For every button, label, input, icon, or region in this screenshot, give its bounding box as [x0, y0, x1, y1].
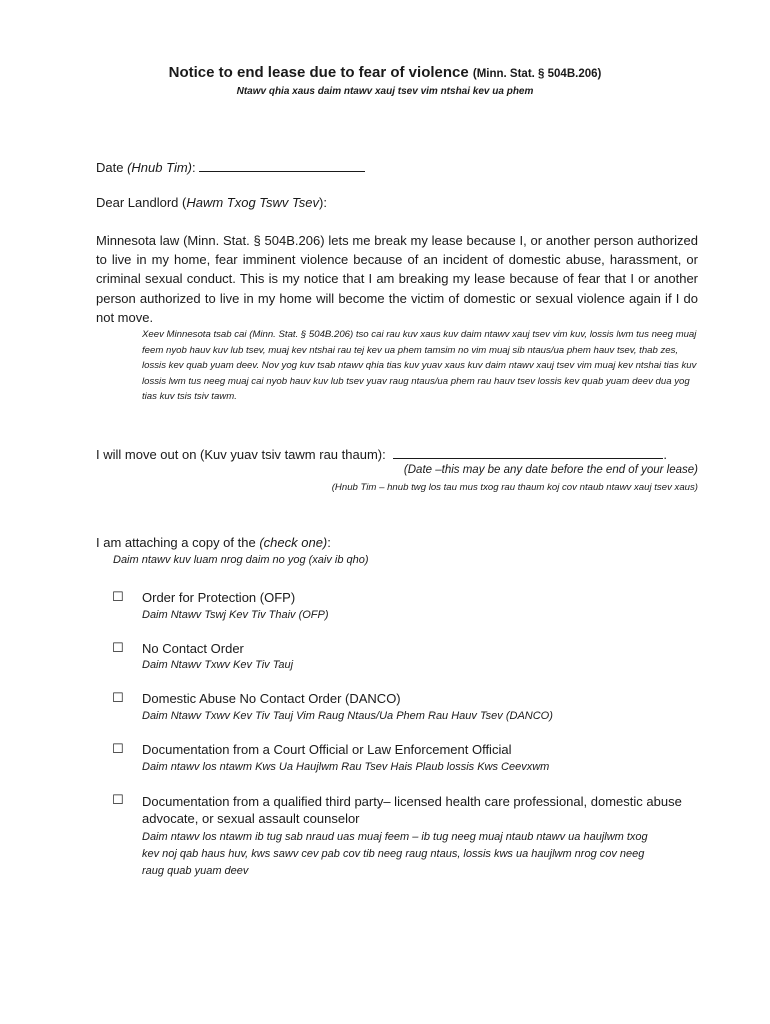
- salutation-suffix: ):: [319, 195, 327, 210]
- title-statute: (Minn. Stat. § 504B.206): [472, 68, 602, 80]
- option-danco-label: Domestic Abuse No Contact Order (DANCO): [142, 691, 401, 706]
- attach-colon: :: [327, 535, 331, 550]
- option-danco-hmong: Daim Ntawv Txwv Kev Tiv Tauj Vim Raug Ntaus/Ua Phem Rau Hauv Tsev (DANCO): [142, 710, 553, 722]
- move-out-note-en: (Date –this may be any date before the end of your lease): [403, 464, 698, 476]
- date-row: [96, 157, 365, 175]
- attach-label: [96, 535, 331, 550]
- checkbox-no-contact-order[interactable]: ☐: [112, 640, 124, 655]
- title-text: Notice to end lease due to fear of violence: [168, 64, 469, 81]
- move-out-label: I will move out on (Kuv yuav tsiv tawm rau thaum):: [96, 447, 386, 462]
- salutation-hmong: Hawm Txog Tswv Tsev: [186, 195, 320, 210]
- attach-label-hmong: Daim ntawv kuv luam nrog daim no yog (xaiv ib qho): [113, 554, 369, 566]
- date-colon: :: [192, 160, 196, 175]
- option-ofp-hmong: Daim Ntawv Tswj Kev Tiv Thaiv (OFP): [142, 609, 329, 621]
- checkbox-danco[interactable]: ☐: [112, 690, 124, 705]
- attach-label-text: I am attaching a copy of the: [96, 535, 260, 550]
- checkbox-ofp[interactable]: ☐: [112, 589, 124, 604]
- move-out-row: [96, 444, 667, 462]
- body-paragraph-hmong: Xeev Minnesota tsab cai (Minn. Stat. § 504B.206) tso cai rau kuv xaus kuv daim ntawv xauj tsev vim kuv, lossis lwm tus neeg muaj feem nyob hauv kuv lub tsev, muaj kev ntshai rau tej kev ua phem tamsim no vim muaj sib ntaus/ua phem hauv tsev, thab zes, lossis kev quab yuam deev. Nov yog kuv tsab ntawv qhia tias kuv yuav xaus kuv daim ntawv xauj tsev vim muaj kev ntshai tias kuv lossis lwm tus neeg muaj cai nyob hauv kuv lub tsev yuav raug ntaus/ua phem rau hauv tsev lossis kev quab yuam deev dua yog tias kuv tsis tsiv tawm.: [142, 329, 697, 403]
- salutation: [96, 195, 327, 210]
- move-out-period: .: [663, 447, 667, 462]
- body-paragraph-en: Minnesota law (Minn. Stat. § 504B.206) lets me break my lease because I, or another person authorized to live in my home, fear imminent violence because of an incident of domestic abuse, harassment, or criminal sexual conduct. This is my notice that I am breaking my lease because of fear that I or another person authorized to live in my home will become the victim of domestic or sexual violence again if I do not move.: [96, 233, 698, 325]
- option-third-party-label: Documentation from a qualified third party– licensed health care professional, domestic abuse advocate, or sexual assault counselor: [142, 794, 682, 826]
- attach-label-em: (check one): [259, 535, 328, 550]
- option-third-party-hmong: Daim ntawv los ntawm ib tug sab nraud uas muaj feem – ib tug neeg muaj ntaub ntawv ua haujlwm txog kev noj qab haus huv, kws sawv cev pab cov tib neeg raug ntaus, lossis kws ua haujlwm nrog cov neeg raug quab yuam deev: [142, 831, 648, 877]
- date-input-line[interactable]: [199, 157, 365, 172]
- option-court-official-label: Documentation from a Court Official or Law Enforcement Official: [142, 742, 512, 757]
- checkbox-third-party[interactable]: ☐: [112, 792, 124, 807]
- date-label: Date: [96, 160, 124, 175]
- move-out-note-hmong: (Hnub Tim – hnub twg los tau mus txog rau thaum koj cov ntaub ntawv xauj tsev xaus): [331, 482, 698, 493]
- option-no-contact-hmong: Daim Ntawv Txwv Kev Tiv Tauj: [142, 659, 294, 671]
- option-court-official-hmong: Daim ntawv los ntawm Kws Ua Haujlwm Rau Tsev Hais Plaub lossis Kws Ceevxwm: [142, 761, 550, 773]
- option-no-contact-label: No Contact Order: [142, 641, 244, 656]
- date-label-hmong: (Hnub Tim): [127, 160, 192, 175]
- document-subtitle: Ntawv qhia xaus daim ntawv xauj tsev vim ntshai kev ua phem: [236, 86, 534, 97]
- document-title: [0, 64, 770, 81]
- salutation-prefix: Dear Landlord (: [96, 195, 187, 210]
- checkbox-court-official[interactable]: ☐: [112, 741, 124, 756]
- move-out-date-line[interactable]: [393, 444, 663, 459]
- option-ofp-label: Order for Protection (OFP): [142, 590, 296, 605]
